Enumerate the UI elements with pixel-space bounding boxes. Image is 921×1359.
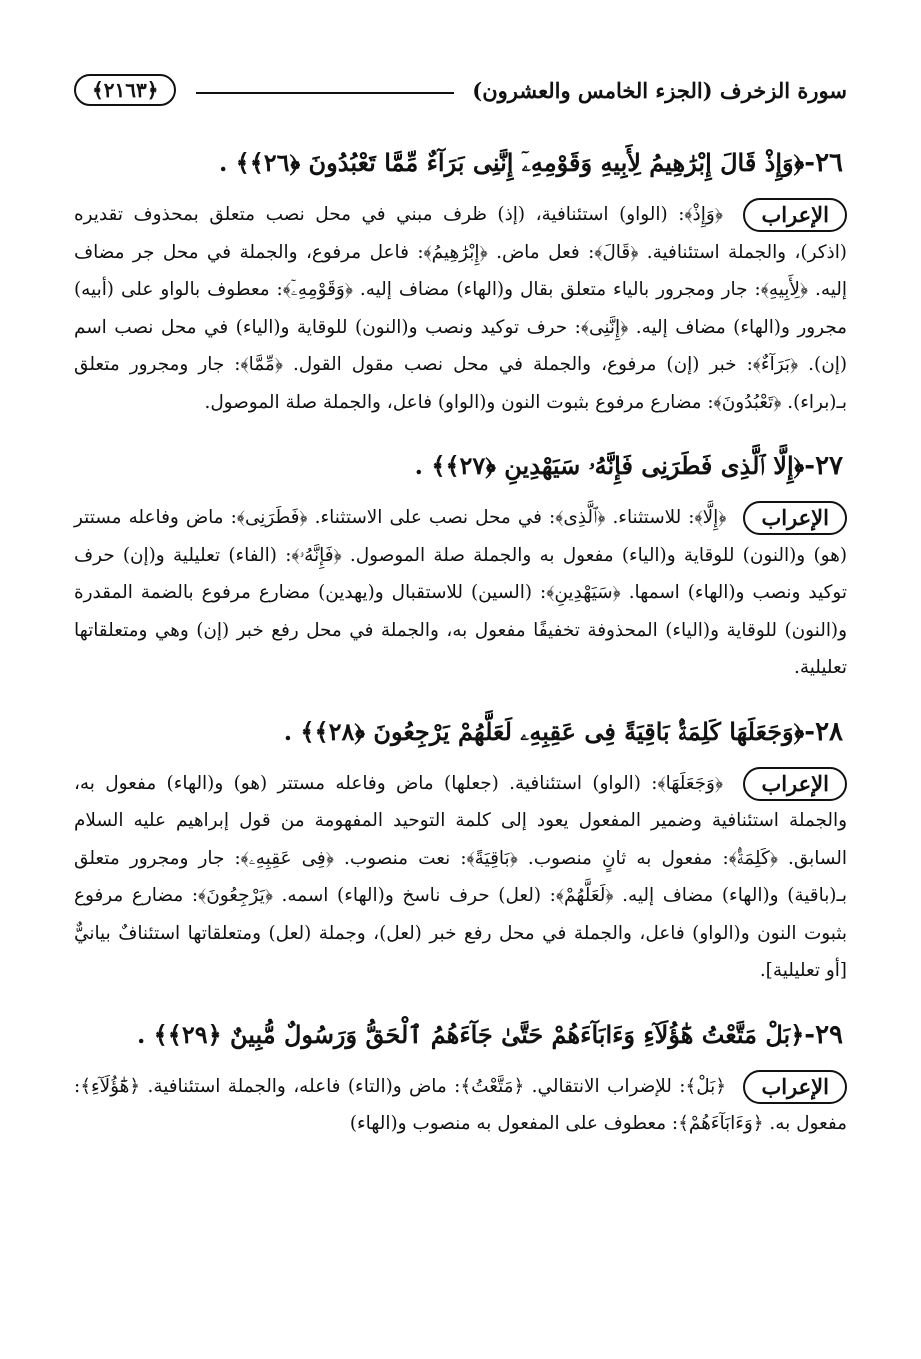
page-number: ﴿٢١٦٣﴾ [74, 74, 176, 106]
verse-text: ﴿وَإِذْ قَالَ إِبْرَٰهِيمُ لِأَبِيهِ وَقَوْمِهِۦٓ إِنَّنِى بَرَآءٌ مِّمَّا تَعْبُدُونَ ﴿٢٦﴾﴾ . [218, 148, 805, 177]
verse-line [74, 1018, 843, 1052]
header-rule [196, 92, 454, 94]
irab-text: ﴿وَجَعَلَهَا﴾: (الواو) استئنافية. (جعلها) ماض وفاعله مستتر (هو) و(الهاء) مفعول به، والجملة استئنافية وضمير المفعول يعود إلى كلمة التوحيد المفهومة من قول إبراهيم عليه السلام السابق. ﴿كَلِمَةًۢ﴾: مفعول به ثانٍ منصوب. ﴿بَاقِيَةً﴾: نعت منصوب. ﴿فِى عَقِبِهِۦ﴾: جار ومجرور متعلق بـ(باقية) و(الهاء) مضاف إليه. ﴿لَعَلَّهُمْ﴾: (لعل) حرف ناسخ و(الهاء) اسمه. ﴿يَرْجِعُونَ﴾: مضارع مرفوع بثبوت النون و(الواو) فاعل، والجملة في محل رفع خبر (لعل)، وجملة (لعل) ومتعلقاتها استئنافٌ بيانيٌّ [أو تعليلية]. [74, 772, 848, 981]
irab-paragraph [74, 196, 847, 421]
verse-text: ﴿وَجَعَلَهَا كَلِمَةًۢ بَاقِيَةً فِى عَقِبِهِۦ لَعَلَّهُمْ يَرْجِعُونَ ﴿٢٨﴾﴾ . [283, 716, 805, 746]
irab-label: الإعراب [743, 501, 847, 535]
verse-line [74, 715, 843, 749]
verse-section-26 [74, 146, 847, 421]
verse-section-27 [74, 449, 847, 687]
irab-paragraph [74, 765, 847, 990]
verse-line [74, 146, 843, 180]
verse-section-29 [74, 1018, 847, 1143]
irab-text: ﴿وَإِذْ﴾: (الواو) استئنافية، (إذ) ظرف مبني في محل نصب متعلق بمحذوف تقديره (اذكر)، والجملة استئنافية. ﴿قَالَ﴾: فعل ماض. ﴿إِبْرَٰهِيمُ﴾: فاعل مرفوع، والجملة في محل جر مضاف إليه. ﴿لِأَبِيهِ﴾: جار ومجرور بالياء متعلق بقال و(الهاء) مضاف إليه. ﴿وَقَوْمِهِۦٓ﴾: معطوف بالواو على (أبيه) مجرور و(الهاء) مضاف إليه. ﴿إِنَّنِى﴾: حرف توكيد ونصب و(النون) للوقاية و(الياء) في محل نصب اسم (إن). ﴿بَرَآءٌ﴾: خبر (إن) مرفوع، والجملة في محل نصب مقول القول. ﴿مِّمَّا﴾: جار ومجرور متعلق بـ(براء). ﴿تَعْبُدُونَ﴾: مضارع مرفوع بثبوت النون و(الواو) فاعل، والجملة صلة الموصول. [74, 204, 847, 413]
verse-number: ٢٧- [804, 451, 843, 481]
irab-text: ﴿إِلَّا﴾: للاستثناء. ﴿ٱلَّذِى﴾: في محل نصب على الاستثناء. ﴿فَطَرَنِى﴾: ماض وفاعله مستتر (هو) و(النون) للوقاية و(الياء) مفعول به والجملة صلة الموصول. ﴿فَإِنَّهُۥ﴾: (الفاء) تعليلية و(إن) حرف توكيد ونصب و(الهاء) اسمها. ﴿سَيَهْدِينِ﴾: (السين) للاستقبال و(يهدين) مضارع مرفوع بالضمة المقدرة و(النون) للوقاية و(الياء) المحذوفة تخفيفًا مفعول به، والجملة في محل رفع خبر (إن) وهي ومتعلقاتها تعليلية. [74, 507, 847, 678]
irab-label: الإعراب [743, 767, 847, 801]
verse-text: ﴿بَلْ مَتَّعْتُ هَٰٓؤُلَآءِ وَءَابَآءَهُمْ حَتَّىٰ جَآءَهُمُ ٱلْحَقُّ وَرَسُولٌ مُّبِينٌ ﴿٢٩﴾﴾ . [136, 1019, 805, 1049]
verse-line [74, 449, 843, 483]
irab-label: الإعراب [743, 198, 847, 232]
verse-number: ٢٨- [804, 716, 843, 747]
irab-paragraph [74, 1068, 847, 1143]
verse-text: ﴿إِلَّا ٱلَّذِى فَطَرَنِى فَإِنَّهُۥ سَيَهْدِينِ ﴿٢٧﴾﴾ . [414, 451, 805, 480]
page-header [74, 62, 847, 118]
verse-number: ٢٦- [804, 148, 843, 178]
running-title: سورة الزخرف (الجزء الخامس والعشرون) [472, 77, 847, 103]
irab-label: الإعراب [743, 1070, 847, 1104]
verse-section-28 [74, 715, 847, 990]
irab-paragraph [74, 499, 847, 687]
irab-text: ﴿بَلْ﴾: للإضراب الانتقالي. ﴿مَتَّعْتُ﴾: ماض و(التاء) فاعله، والجملة استئنافية. ﴿هَٰٓؤُلَآءِ﴾: مفعول به. ﴿وَءَابَآءَهُمْ﴾: معطوف على المفعول به منصوب و(الهاء) [74, 1075, 847, 1134]
verse-number: ٢٩- [804, 1019, 843, 1050]
